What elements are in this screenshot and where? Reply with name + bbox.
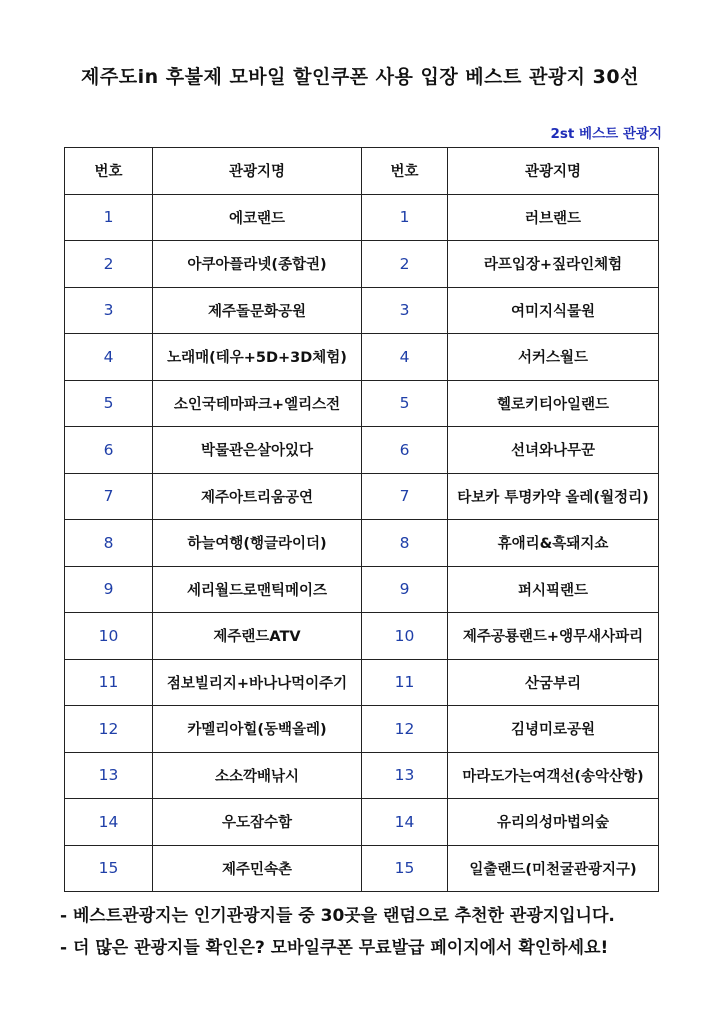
attraction-name-left: 소소깍배낚시 <box>153 752 362 799</box>
header-number-left: 번호 <box>65 148 153 195</box>
row-number-right: 1 <box>362 194 448 241</box>
attraction-name-left: 제주아트리움공연 <box>153 473 362 520</box>
table-header-row <box>65 148 659 195</box>
attraction-name-left: 세리월드로맨틱메이즈 <box>153 566 362 613</box>
row-number-left: 3 <box>65 287 153 334</box>
row-number-right: 5 <box>362 380 448 427</box>
attraction-name-right: 서커스월드 <box>448 334 659 381</box>
row-number-left: 10 <box>65 613 153 660</box>
attraction-name-left: 박물관은살아있다 <box>153 427 362 474</box>
table-row <box>65 473 659 520</box>
note-line: - 더 많은 관광지들 확인은? 모바일쿠폰 무료발급 페이지에서 확인하세요! <box>60 938 609 958</box>
row-number-right: 14 <box>362 799 448 846</box>
row-number-left: 9 <box>65 566 153 613</box>
attraction-name-right: 타보카 투명카약 올레(월정리) <box>448 473 659 520</box>
attraction-name-left: 카멜리아힐(동백올레) <box>153 706 362 753</box>
page-title: 제주도in 후불제 모바일 할인쿠폰 사용 입장 베스트 관광지 30선 <box>81 66 639 88</box>
table-row <box>65 334 659 381</box>
attraction-name-right: 유리의성마법의숲 <box>448 799 659 846</box>
attraction-name-left: 아쿠아플라넷(종합권) <box>153 241 362 288</box>
row-number-right: 4 <box>362 334 448 381</box>
table-row <box>65 752 659 799</box>
attraction-name-left: 노래매(테우+5D+3D체험) <box>153 334 362 381</box>
table-row <box>65 706 659 753</box>
table-row <box>65 659 659 706</box>
row-number-left: 5 <box>65 380 153 427</box>
row-number-left: 12 <box>65 706 153 753</box>
row-number-left: 13 <box>65 752 153 799</box>
table-row <box>65 287 659 334</box>
row-number-left: 4 <box>65 334 153 381</box>
attraction-name-left: 에코랜드 <box>153 194 362 241</box>
table-row <box>65 427 659 474</box>
attraction-name-left: 제주민속촌 <box>153 845 362 892</box>
row-number-left: 11 <box>65 659 153 706</box>
row-number-right: 10 <box>362 613 448 660</box>
row-number-right: 3 <box>362 287 448 334</box>
attraction-name-right: 퍼시픽랜드 <box>448 566 659 613</box>
header-number-right: 번호 <box>362 148 448 195</box>
table-row <box>65 520 659 567</box>
row-number-left: 7 <box>65 473 153 520</box>
table-row <box>65 613 659 660</box>
attraction-name-right: 러브랜드 <box>448 194 659 241</box>
row-number-left: 6 <box>65 427 153 474</box>
row-number-left: 2 <box>65 241 153 288</box>
attraction-name-left: 제주랜드ATV <box>153 613 362 660</box>
table-body <box>65 194 659 892</box>
row-number-right: 15 <box>362 845 448 892</box>
table-row <box>65 194 659 241</box>
attraction-name-left: 점보빌리지+바나나먹이주기 <box>153 659 362 706</box>
attraction-name-left: 제주돌문화공원 <box>153 287 362 334</box>
row-number-right: 11 <box>362 659 448 706</box>
row-number-left: 1 <box>65 194 153 241</box>
row-number-right: 7 <box>362 473 448 520</box>
row-number-right: 6 <box>362 427 448 474</box>
attraction-name-left: 우도잠수함 <box>153 799 362 846</box>
header-name-right: 관광지명 <box>448 148 659 195</box>
attraction-name-right: 헬로키티아일랜드 <box>448 380 659 427</box>
attraction-name-right: 여미지식물원 <box>448 287 659 334</box>
attraction-name-right: 김녕미로공원 <box>448 706 659 753</box>
note-line: - 베스트관광지는 인기관광지들 중 30곳을 랜덤으로 추천한 관광지입니다. <box>60 906 615 926</box>
attraction-name-right: 라프입장+짚라인체험 <box>448 241 659 288</box>
row-number-right: 13 <box>362 752 448 799</box>
table-row <box>65 845 659 892</box>
table-row <box>65 799 659 846</box>
attraction-name-left: 소인국테마파크+엘리스전 <box>153 380 362 427</box>
attraction-name-right: 산굼부리 <box>448 659 659 706</box>
attraction-name-right: 선녀와나무꾼 <box>448 427 659 474</box>
row-number-right: 9 <box>362 566 448 613</box>
row-number-right: 12 <box>362 706 448 753</box>
row-number-left: 14 <box>65 799 153 846</box>
attraction-name-right: 마라도가는여객선(송악산항) <box>448 752 659 799</box>
row-number-left: 8 <box>65 520 153 567</box>
row-number-left: 15 <box>65 845 153 892</box>
header-name-left: 관광지명 <box>153 148 362 195</box>
table-row <box>65 380 659 427</box>
table-row <box>65 241 659 288</box>
attraction-name-left: 하늘여행(행글라이더) <box>153 520 362 567</box>
page-subtitle: 2st 베스트 관광지 <box>550 126 662 142</box>
table-row <box>65 566 659 613</box>
attraction-name-right: 제주공룡랜드+앵무새사파리 <box>448 613 659 660</box>
row-number-right: 8 <box>362 520 448 567</box>
attraction-name-right: 휴애리&흑돼지쇼 <box>448 520 659 567</box>
attractions-table <box>64 147 659 892</box>
attraction-name-right: 일출랜드(미천굴관광지구) <box>448 845 659 892</box>
notes-section <box>60 900 700 964</box>
row-number-right: 2 <box>362 241 448 288</box>
